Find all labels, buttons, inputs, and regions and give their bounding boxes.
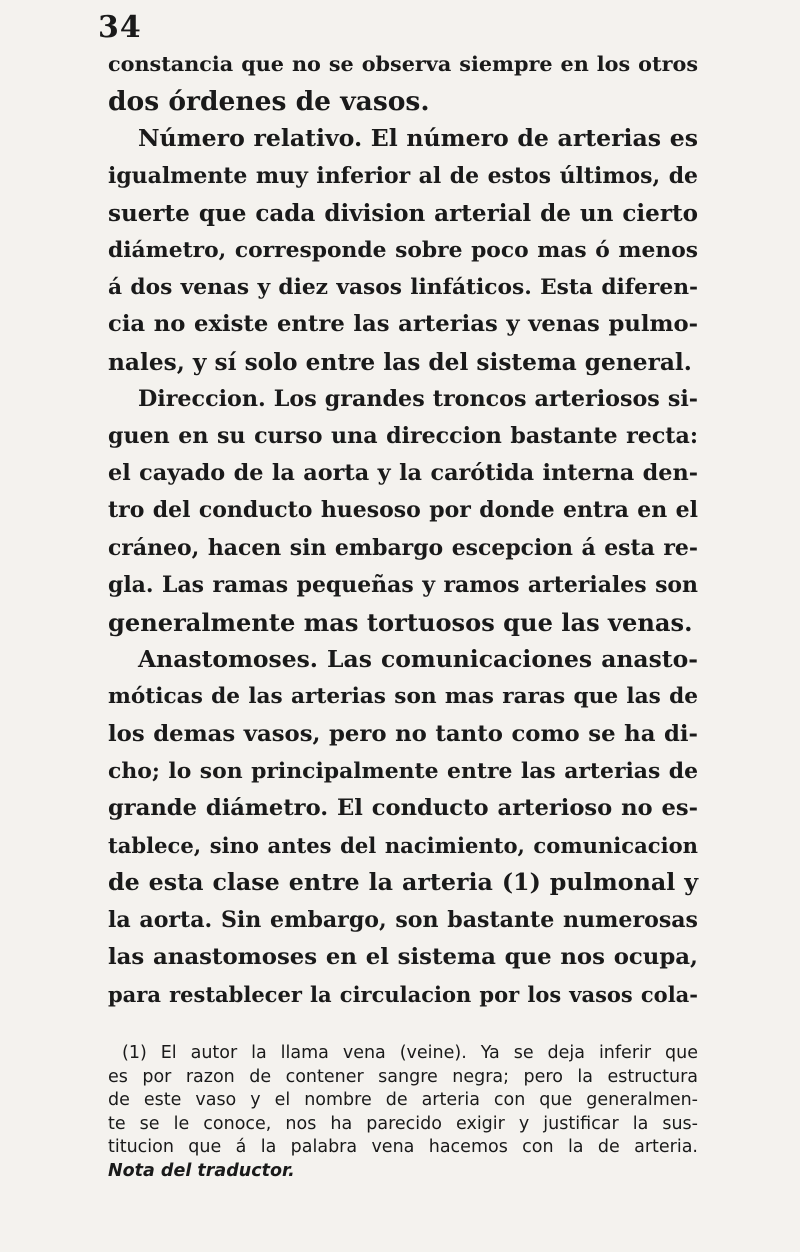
page-number: 34: [98, 10, 142, 45]
text-line: el cayado de la aorta y la carótida interna den-: [108, 460, 698, 487]
footnote-signature: Nota del traductor.: [108, 1160, 295, 1181]
footnote-line: titucion que á la palabra vena hacemos con la de arteria.: [108, 1137, 698, 1157]
text-line: nales, y sí solo entre las del sistema general.: [108, 348, 692, 376]
text-line: cráneo, hacen sin embargo escepcion á esta re-: [108, 534, 698, 561]
text-line: tro del conducto huesoso por donde entra en el: [108, 497, 698, 524]
text-line: móticas de las arterias son mas raras que las de: [108, 684, 698, 710]
text-line: para restablecer la circulacion por los vasos cola-: [108, 982, 698, 1008]
text-line: igualmente muy inferior al de estos últimos, de: [108, 162, 698, 189]
text-line: cho; lo son principalmente entre las arterias de: [108, 757, 698, 784]
text-line: cia no existe entre las arterias y venas pulmo-: [108, 311, 698, 338]
text-line: diámetro, corresponde sobre poco mas ó menos: [108, 238, 698, 264]
text-line: dos órdenes de vasos.: [108, 86, 430, 118]
text-line: las anastomoses en el sistema que nos ocupa,: [108, 943, 698, 970]
footnote-line: de este vaso y el nombre de arteria con que generalmen-: [108, 1090, 698, 1110]
footnote-line: te se le conoce, nos ha parecido exigir y justificar la sus-: [108, 1113, 698, 1134]
text-line: la aorta. Sin embargo, son bastante numerosas: [108, 906, 698, 933]
text-line: á dos venas y diez vasos linfáticos. Esta diferen-: [108, 275, 698, 301]
text-line: suerte que cada division arterial de un cierto: [108, 199, 698, 227]
footnote-line: (1) El autor la llama vena (veine). Ya se deja inferir que: [122, 1043, 698, 1063]
text-line: grande diámetro. El conducto arterioso no es-: [108, 795, 698, 822]
footnote-line: es por razon de contener sangre negra; pero la estructura: [108, 1066, 698, 1087]
text-line: gla. Las ramas pequeñas y ramos arteriales son: [108, 571, 698, 598]
footnote: [108, 1042, 698, 1183]
text-line: Direccion. Los grandes troncos arteriosos si-: [138, 385, 698, 412]
body-text: [108, 46, 698, 1013]
text-line: Número relativo. El número de arterias es: [138, 124, 698, 153]
text-line: Anastomoses. Las comunicaciones anasto-: [138, 645, 698, 674]
text-line: tablece, sino antes del nacimiento, comunicacion: [108, 833, 698, 859]
text-line: generalmente mas tortuosos que las venas.: [108, 608, 693, 638]
text-line: guen en su curso una direccion bastante recta:: [108, 423, 698, 450]
text-line: los demas vasos, pero no tanto como se ha di-: [108, 720, 698, 747]
text-line: de esta clase entre la arteria (1) pulmonal y: [108, 868, 698, 897]
text-line: constancia que no se observa siempre en los otros: [108, 52, 698, 76]
